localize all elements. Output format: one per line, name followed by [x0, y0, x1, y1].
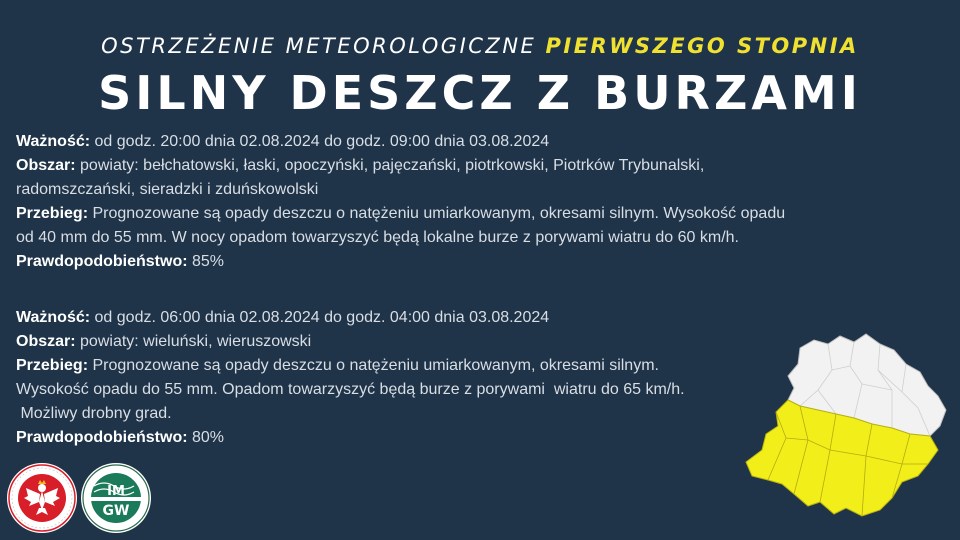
course-row — [16, 202, 916, 226]
warning-level-text: PIERWSZEGO STOPNIA — [545, 34, 859, 58]
warning-type-text: OSTRZEŻENIE METEOROLOGICZNE — [101, 34, 537, 58]
region-warning-map — [742, 330, 954, 528]
area-value: powiaty: bełchatowski, łaski, opoczyński, pajęczański, piotrkowski, Piotrków Trybunalski, — [80, 157, 705, 174]
probability-value: 85% — [192, 253, 225, 270]
course-value-continued: od 40 mm do 55 mm. W nocy opadom towarzyszyć będą lokalne burze z porywami wiatru do 60 km/h. — [16, 229, 739, 246]
area-value: powiaty: wieluński, wieruszowski — [80, 333, 312, 350]
warning-block-1 — [16, 130, 916, 274]
course-label: Przebieg: — [16, 205, 89, 222]
page-title: SILNY DESZCZ Z BURZAMI — [98, 66, 862, 120]
course-label: Przebieg: — [16, 357, 89, 374]
voivodeship-office-emblem-logo — [6, 462, 78, 534]
probability-value: 80% — [192, 429, 225, 446]
validity-value: od godz. 06:00 dnia 02.08.2024 do godz. 04:00 dnia 03.08.2024 — [94, 309, 550, 326]
imgw-logo-text-bottom: GW — [102, 503, 130, 519]
area-label: Obszar: — [16, 333, 76, 350]
course-value: Prognozowane są opady deszczu o natężeniu umiarkowanym, okresami silnym. Wysokość opadu — [92, 205, 786, 222]
validity-label: Ważność: — [16, 133, 91, 150]
validity-row — [16, 306, 916, 330]
area-row — [16, 154, 916, 178]
area-label: Obszar: — [16, 157, 76, 174]
warning-level-heading — [0, 34, 960, 58]
course-value-continued: Wysokość opadu do 55 mm. Opadom towarzyszyć będą burze z porywami wiatru do 65 km/h. — [16, 381, 685, 398]
probability-label: Prawdopodobieństwo: — [16, 429, 188, 446]
probability-label: Prawdopodobieństwo: — [16, 253, 188, 270]
validity-value: od godz. 20:00 dnia 02.08.2024 do godz. 09:00 dnia 03.08.2024 — [94, 133, 550, 150]
imgw-logo — [80, 462, 152, 534]
area-value-continued: radomszczański, sieradzki i zduńskowolski — [16, 181, 319, 198]
validity-row — [16, 130, 916, 154]
course-value: Prognozowane są opady deszczu o natężeniu umiarkowanym, okresami silnym. — [92, 357, 659, 374]
probability-row — [16, 250, 916, 274]
imgw-logo-text-top: IM — [107, 484, 125, 499]
validity-label: Ważność: — [16, 309, 91, 326]
course-value-continued-2: Możliwy drobny grad. — [16, 405, 172, 422]
